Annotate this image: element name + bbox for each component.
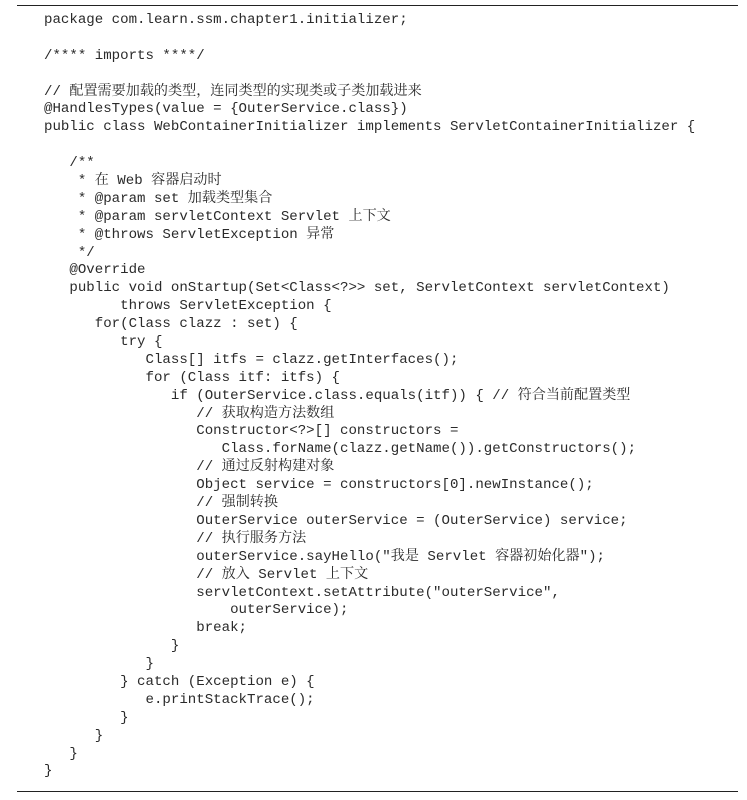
- code-line: }: [44, 709, 129, 726]
- code-line: [44, 66, 695, 84]
- code-line: public void onStartup(Set<Class<?>> set, ServletContext servletContext): [44, 280, 670, 297]
- code-line: } catch (Exception e) {: [44, 673, 315, 690]
- code-line: [44, 137, 695, 155]
- code-line: * @throws ServletException 异常: [44, 226, 335, 243]
- code-line: Class.forName(clazz.getName()).getConstructors();: [44, 441, 637, 458]
- code-line: servletContext.setAttribute("outerService",: [44, 584, 560, 601]
- code-line: }: [44, 638, 180, 655]
- code-line: Class[] itfs = clazz.getInterfaces();: [44, 351, 459, 368]
- code-line: e.printStackTrace();: [44, 691, 315, 708]
- code-line: }: [44, 745, 78, 762]
- code-listing-frame: [17, 5, 738, 792]
- code-line: // 配置需要加载的类型，连同类型的实现类或子类加载进来: [44, 83, 422, 100]
- code-line: // 通过反射构建对象: [44, 459, 335, 476]
- code-line: if (OuterService.class.equals(itf)) { // 符合当前配置类型: [44, 387, 631, 404]
- code-line: /**: [44, 155, 95, 172]
- code-line: break;: [44, 620, 247, 637]
- code-line: }: [44, 656, 154, 673]
- code-line: package com.learn.ssm.chapter1.initializer;: [44, 12, 408, 28]
- code-line: * @param servletContext Servlet 上下文: [44, 208, 391, 225]
- code-line: Object service = constructors[0].newInstance();: [44, 477, 594, 494]
- code-line: OuterService outerService = (OuterService) service;: [44, 512, 628, 529]
- code-line: outerService);: [44, 602, 349, 619]
- code-line: public class WebContainerInitializer implements ServletContainerInitializer {: [44, 119, 696, 136]
- code-line: * 在 Web 容器启动时: [44, 173, 222, 190]
- code-line: Constructor<?>[] constructors =: [44, 423, 459, 440]
- code-line: * @param set 加载类型集合: [44, 190, 273, 207]
- code-line: // 获取构造方法数组: [44, 405, 335, 422]
- code-line: for (Class itf: itfs) {: [44, 369, 341, 386]
- code-line: // 执行服务方法: [44, 530, 307, 547]
- code-line: }: [44, 763, 53, 780]
- code-line: // 放入 Servlet 上下文: [44, 566, 369, 583]
- code-line: outerService.sayHello("我是 Servlet 容器初始化器");: [44, 548, 606, 565]
- code-line: */: [44, 244, 95, 261]
- code-line: try {: [44, 334, 163, 351]
- code-line: // 强制转换: [44, 495, 278, 512]
- code-line: }: [44, 727, 104, 744]
- code-line: /**** imports ****/: [44, 47, 205, 64]
- code-line: [44, 30, 695, 48]
- code-line: throws ServletException {: [44, 298, 332, 315]
- code-line: @HandlesTypes(value = {OuterService.class}): [44, 101, 408, 118]
- code-line: for(Class clazz : set) {: [44, 316, 298, 333]
- code-line: @Override: [44, 262, 146, 279]
- code-block: [44, 12, 695, 781]
